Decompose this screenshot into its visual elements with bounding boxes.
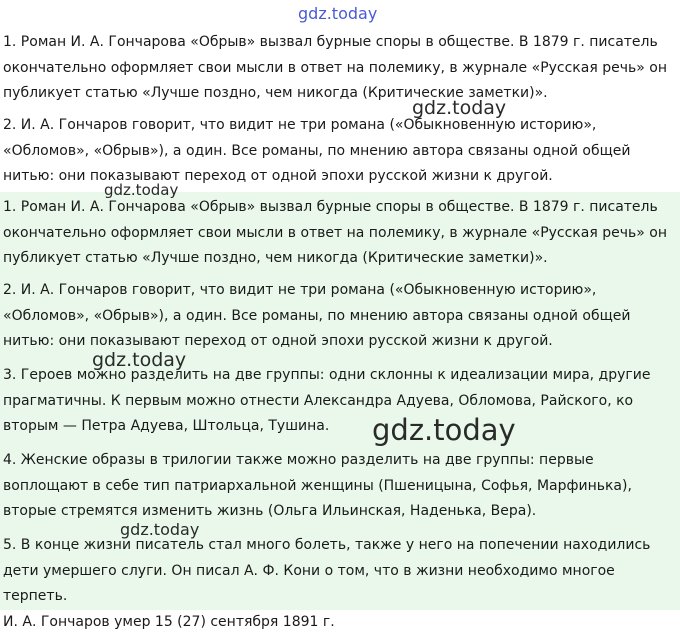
answer-block-plain	[0, 30, 680, 192]
paragraph-4: 4. Женские образы в трилогии также можно разделить на две группы: первые воплощают в себе тип патриархальной женщины (Пшеницына, Софья, Марфинька), вторые стремятся изменить жизнь (Ольга Ильинская, Наденька, Вера).	[3, 452, 632, 519]
paragraph-3: 3. Героев можно разделить на две группы: одни склонны к идеализации мира, другие прагматичны. К первым можно отнести Александра Адуева, Обломова, Райского, ко вторым — Петра Адуева, Штольца, Тушина.	[3, 367, 651, 434]
watermark-logo: gdz.today	[298, 4, 378, 23]
watermark: gdz.today	[92, 349, 187, 371]
paragraph-2: 2. И. А. Гончаров говорит, что видит не три романа («Обыкновенную историю», «Обломов», «Обрыв»), а один. Все романы, по мнению автора связаны одной общей нитью: они показывают переход от одной эпохи русской жизни к другой.	[3, 117, 631, 184]
watermark: gdz.today	[412, 97, 507, 119]
paragraph-1: 1. Роман И. А. Гончарова «Обрыв» вызвал бурные споры в обществе. В 1879 г. писатель окончательно оформляет свои мысли в ответ на полемику, в журнале «Русская речь» он публикует статью «Лучше поздно, чем никогда (Критические заметки)».	[3, 199, 667, 266]
answer-block-highlighted	[0, 192, 680, 630]
watermark: gdz.today	[120, 520, 200, 539]
watermark: gdz.today	[104, 181, 179, 199]
paragraph-1: 1. Роман И. А. Гончарова «Обрыв» вызвал бурные споры в обществе. В 1879 г. писатель окончательно оформляет свои мысли в ответ на полемику, в журнале «Русская речь» он публикует статью «Лучше поздно, чем никогда (Критические заметки)».	[3, 34, 667, 101]
paragraph-5: 5. В конце жизни писатель стал много болеть, также у него на попечении находились дети умершего слуги. Он писал А. Ф. Кони о том, что в жизни необходимо многое терпеть. И. А. Гончаров умер 15 (27) сентября 1891 г.	[3, 537, 651, 630]
watermark: gdz.today	[372, 413, 516, 447]
paragraph-2: 2. И. А. Гончаров говорит, что видит не три романа («Обыкновенную историю», «Обломов», «Обрыв»), а один. Все романы, по мнению автора связаны одной общей нитью: они показывают переход от одной эпохи русской жизни к другой.	[3, 282, 631, 349]
